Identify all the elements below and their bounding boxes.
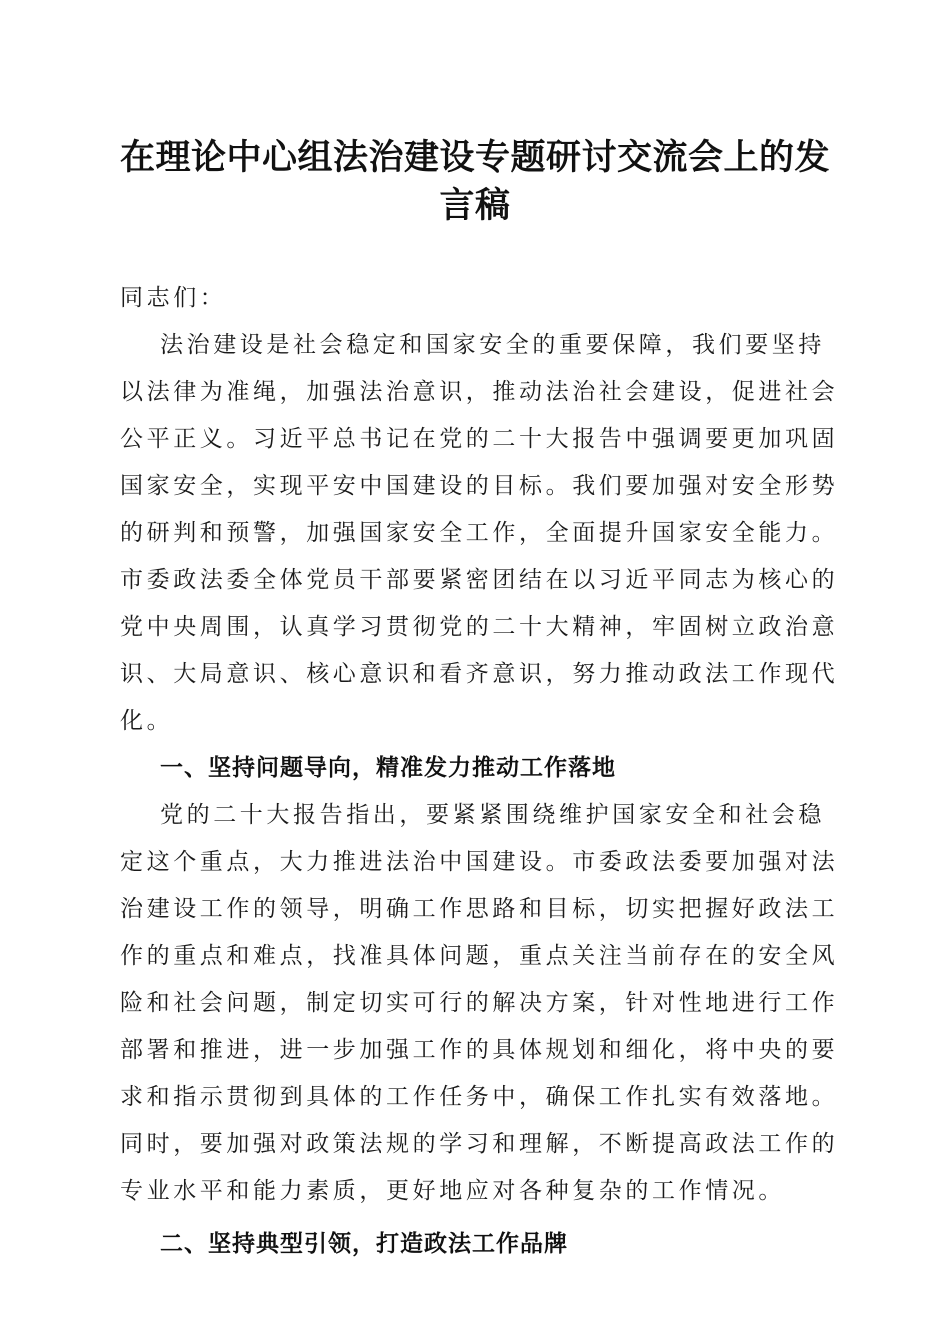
intro-paragraph: 法治建设是社会稳定和国家安全的重要保障，我们要坚持以法律为准绳，加强法治意识，推动法治社会建设，促进社会公平正义。习近平总书记在党的二十大报告中强调要更加巩固国家安全，实现平安中国建设的目标。我们要加强对安全形势的研判和预警，加强国家安全工作，全面提升国家安全能力。市委政法委全体党员干部要紧密团结在以习近平同志为核心的党中央周围，认真学习贯彻党的二十大精神，牢固树立政治意识、大局意识、核心意识和看齐意识，努力推动政法工作现代化。 [120,332,839,734]
section-heading-2: 二、坚持典型引领，打造政法工作品牌 [160,1231,568,1257]
document-title: 在理论中心组法治建设专题研讨交流会上的发言稿 [119,137,830,226]
document-body [120,275,840,1268]
section-heading-1: 一、坚持问题导向，精准发力推动工作落地 [160,755,616,781]
salutation: 同志们： [120,285,227,311]
section-paragraph-1: 党的二十大报告指出，要紧紧围绕维护国家安全和社会稳定这个重点，大力推进法治中国建设。市委政法委要加强对法治建设工作的领导，明确工作思路和目标，切实把握好政法工作的重点和难点，找准具体问题，重点关注当前存在的安全风险和社会问题，制定切实可行的解决方案，针对性地进行工作部署和推进，进一步加强工作的具体规划和细化，将中央的要求和指示贯彻到具体的工作任务中，确保工作扎实有效落地。同时，要加强对政策法规的学习和理解，不断提高政法工作的专业水平和能力素质，更好地应对各种复杂的工作情况。 [120,802,839,1204]
